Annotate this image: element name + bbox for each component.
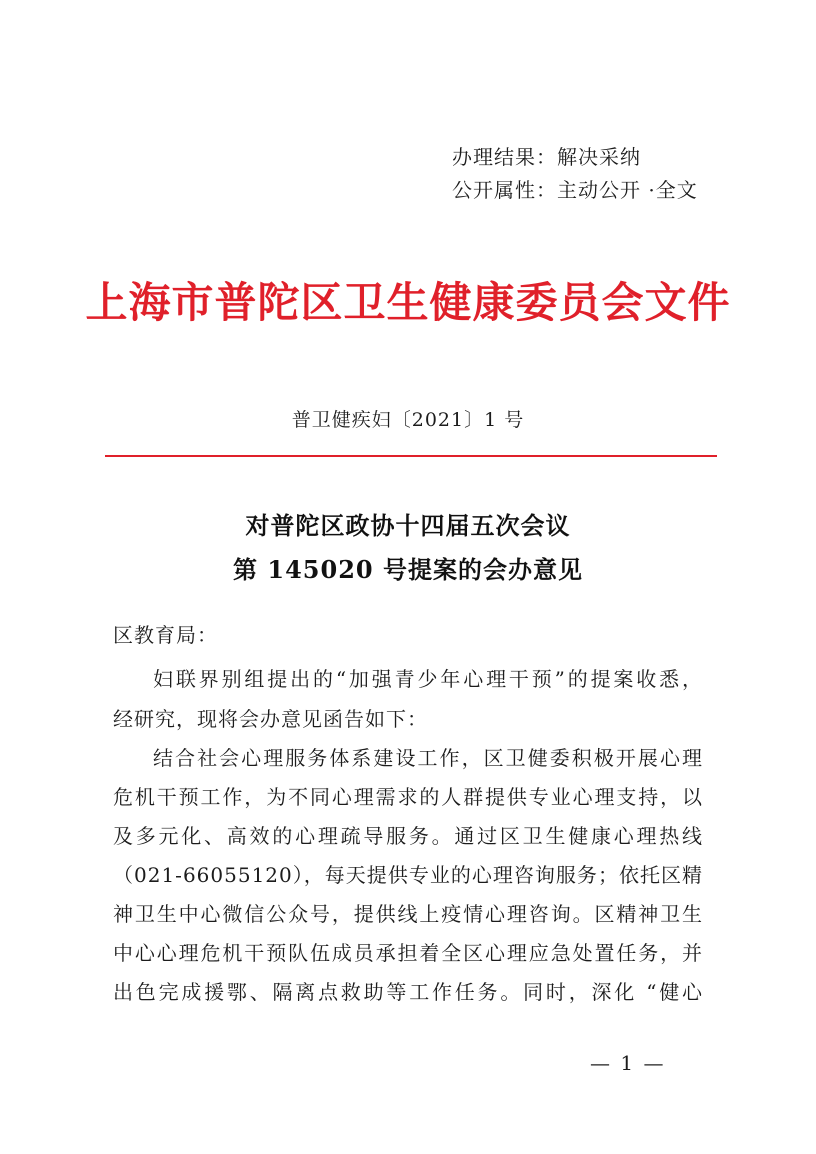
body-line: 危机干预工作，为不同心理需求的人群提供专业心理支持，以: [113, 785, 703, 809]
body-line: 结合社会心理服务体系建设工作，区卫健委积极开展心理: [153, 746, 703, 770]
body-line: 及多元化、高效的心理疏导服务。通过区卫生健康心理热线: [113, 824, 703, 848]
body-line: （021-66055120），每天提供专业的心理咨询服务；依托区精: [113, 863, 703, 887]
body-line: 神卫生中心微信公众号，提供线上疫情心理咨询。区精神卫生: [113, 902, 703, 926]
issuer-header: 上海市普陀区卫生健康委员会文件: [85, 278, 731, 327]
document-number: 普卫健疾妇〔2021〕1 号: [291, 409, 525, 431]
document-title-line-2: 第 145020 号提案的会办意见: [233, 555, 583, 584]
handling-result: 办理结果：解决采纳: [452, 145, 641, 169]
disclosure-attribute: 公开属性：主动公开 ·全文: [452, 178, 698, 202]
body-line: 妇联界别组提出的“加强青少年心理干预”的提案收悉，: [153, 667, 703, 691]
body-line: 出色完成援鄂、隔离点救助等工作任务。同时，深化 “健心: [113, 980, 703, 1004]
salutation: 区教育局：: [113, 623, 218, 647]
document-title-line-1: 对普陀区政协十四届五次会议: [245, 511, 571, 540]
body-line: 中心心理危机干预队伍成员承担着全区心理应急处置任务，并: [113, 941, 703, 965]
page-number: — 1 —: [590, 1051, 666, 1075]
red-divider: [105, 455, 717, 457]
body-line: 经研究，现将会办意见函告如下：: [113, 707, 428, 731]
